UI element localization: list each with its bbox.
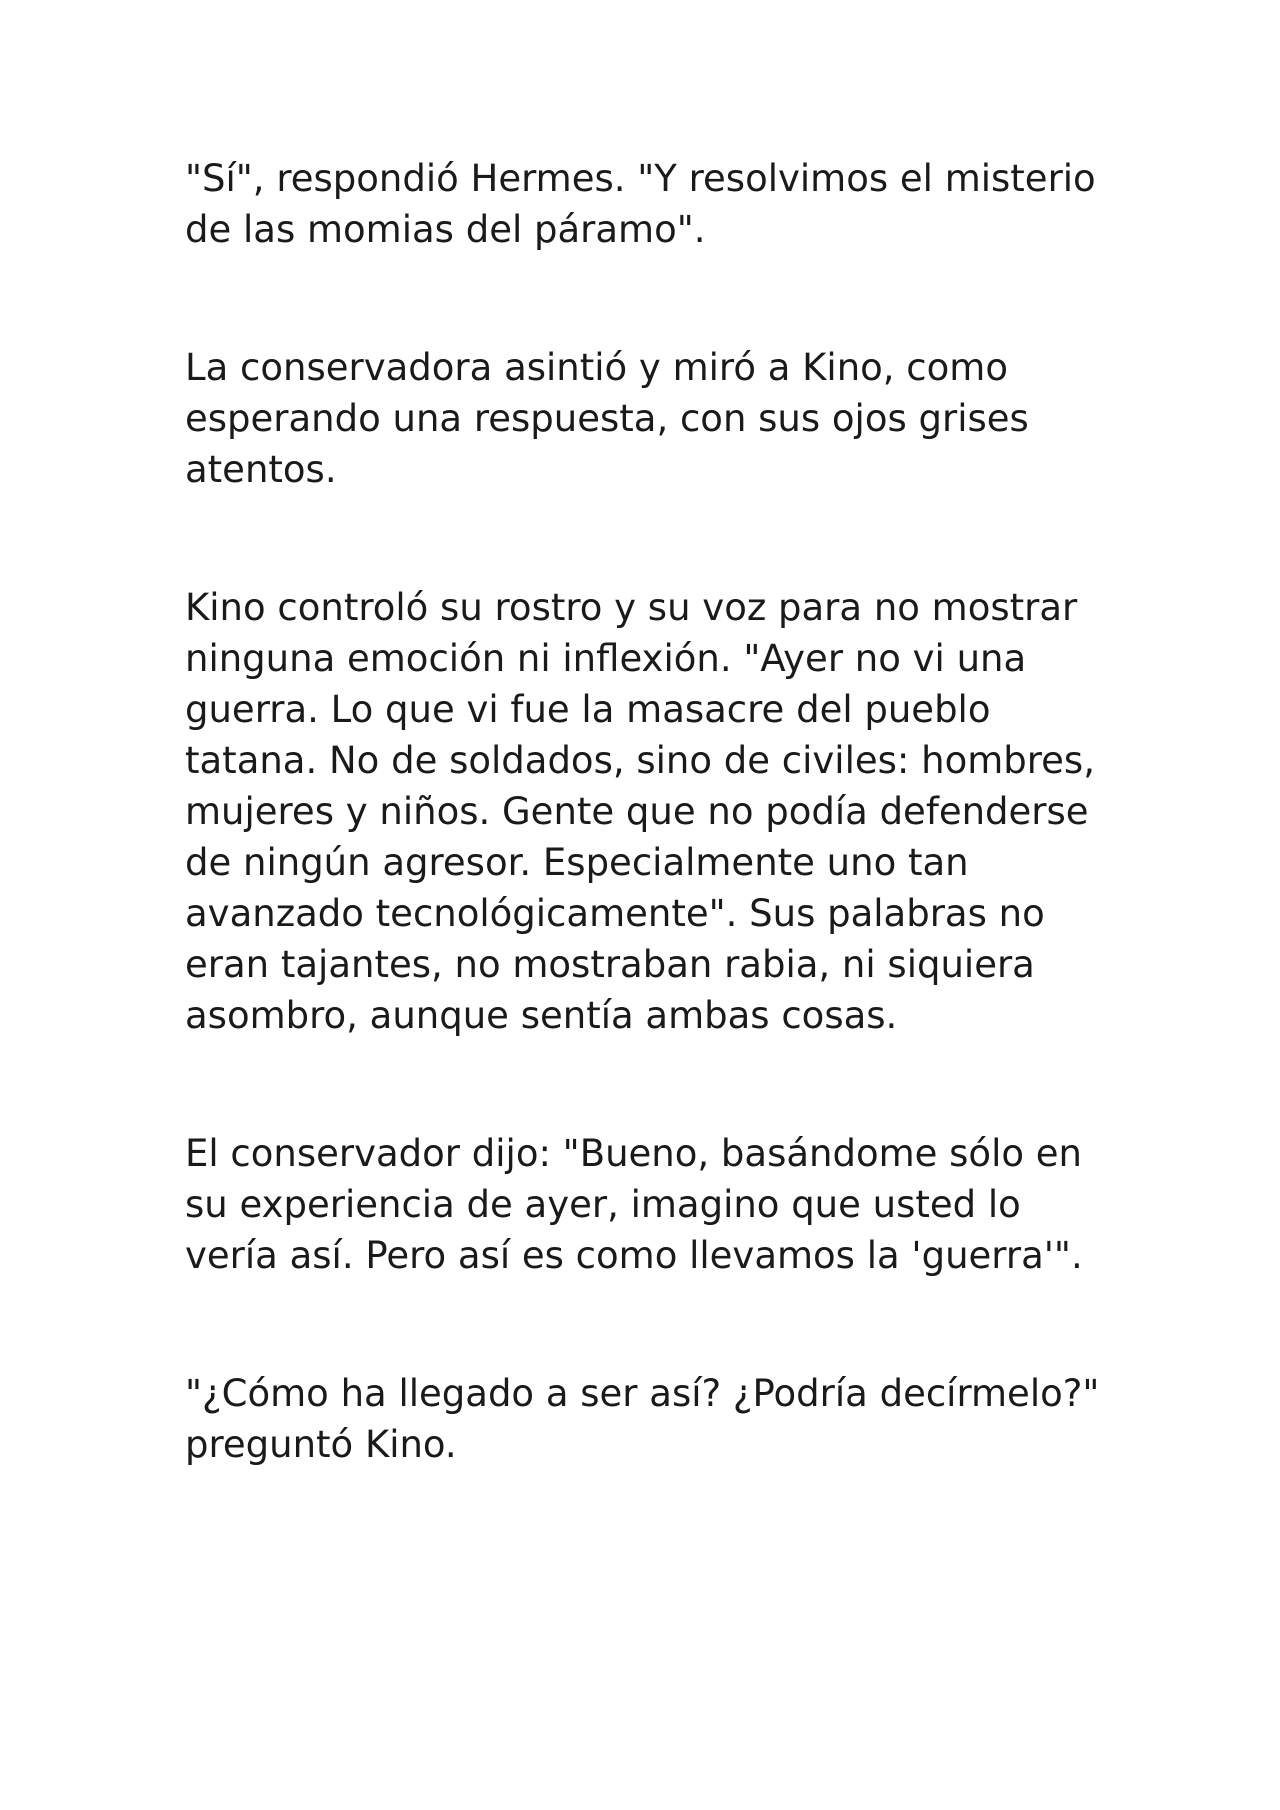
paragraph-5: "¿Cómo ha llegado a ser así? ¿Podría decírmelo?" preguntó Kino. bbox=[185, 1372, 1100, 1466]
document-page bbox=[185, 153, 1115, 1470]
paragraph-4: El conservador dijo: "Bueno, basándome sólo en su experiencia de ayer, imagino que usted lo vería así. Pero así es como llevamos la 'guerra'". bbox=[185, 1132, 1083, 1277]
paragraph-3: Kino controló su rostro y su voz para no mostrar ninguna emoción ni inflexión. "Ayer no vi una guerra. Lo que vi fue la masacre del pueblo tatana. No de soldados, sino de civiles: hombres, mujeres y niños. Gente que no podía defenderse de ningún agresor. Especialmente uno tan avanzado tecnológicamente". Sus palabras no eran tajantes, no mostraban rabia, ni siquiera asombro, aunque sentía ambas cosas. bbox=[185, 586, 1095, 1037]
paragraph-2: La conservadora asintió y miró a Kino, como esperando una respuesta, con sus ojos grises atentos. bbox=[185, 346, 1029, 491]
paragraph-1: "Sí", respondió Hermes. "Y resolvimos el misterio de las momias del páramo". bbox=[185, 157, 1096, 251]
